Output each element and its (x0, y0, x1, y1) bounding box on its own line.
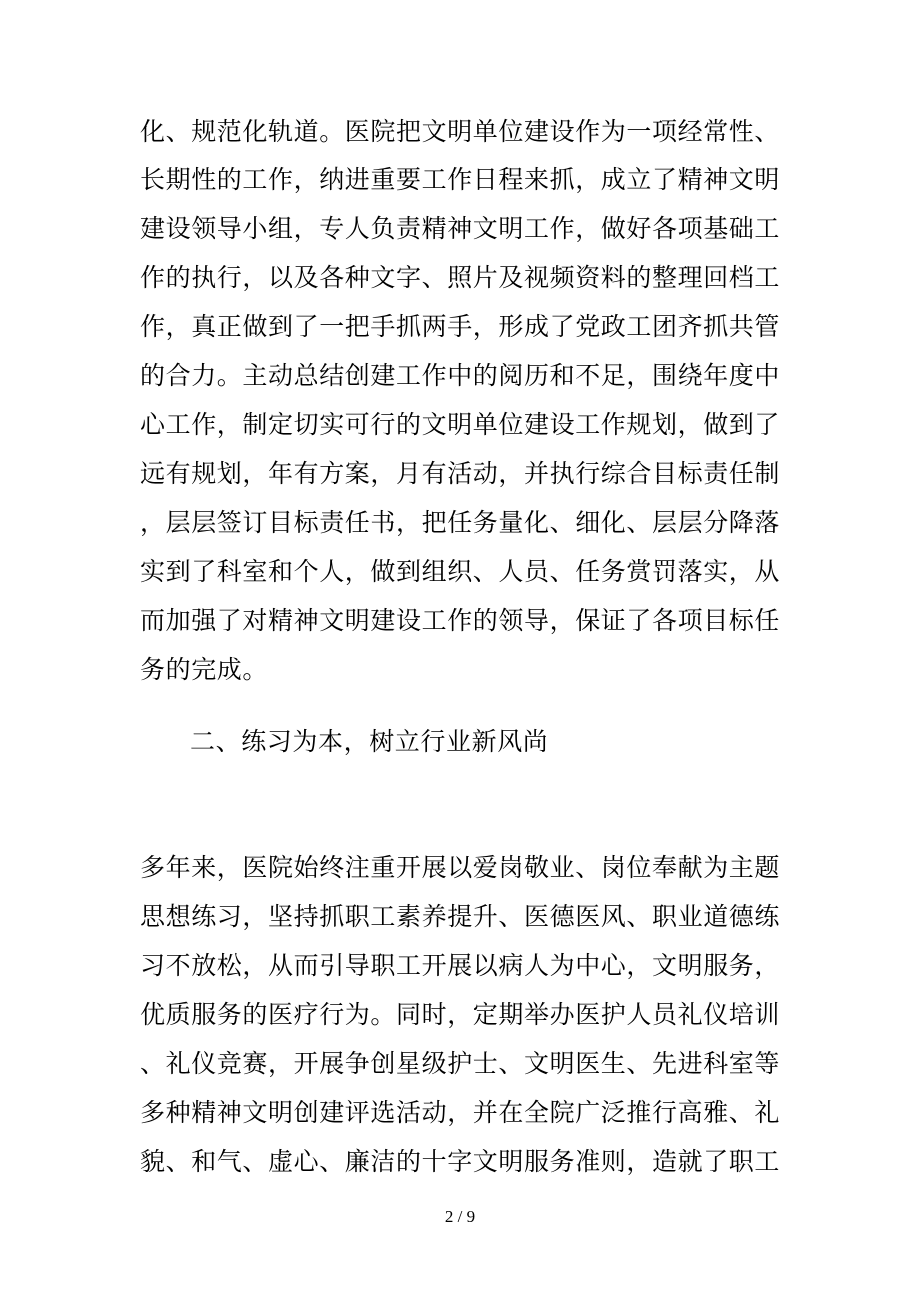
text-line: 的合力。主动总结创建工作中的阅历和不足，围绕年度中 (140, 361, 781, 390)
page-number: 2 / 9 (444, 1207, 476, 1226)
text-line: 习不放松，从而引导职工开展以病人为中心，文明服务， (140, 951, 781, 980)
text-line: 多年来，医院始终注重开展以爱岗敬业、岗位奉献为主题 (140, 853, 781, 882)
text-line: 多种精神文明创建评选活动，并在全院广泛推行高雅、礼 (140, 1098, 781, 1127)
text-line: 实到了科室和个人，做到组织、人员、任务赏罚落实，从 (140, 557, 781, 586)
text-line: ，层层签订目标责任书，把任务量化、细化、层层分降落 (140, 508, 781, 537)
text-line: 貌、和气、虚心、廉洁的十字文明服务准则，造就了职工 (140, 1147, 781, 1176)
text-line: 心工作，制定切实可行的文明单位建设工作规划，做到了 (140, 410, 781, 439)
text-line: 远有规划，年有方案，月有活动，并执行综合目标责任制 (140, 459, 781, 488)
text-line: 长期性的工作，纳进重要工作日程来抓，成立了精神文明 (140, 165, 781, 194)
section-heading: 二、练习为本，树立行业新风尚 (190, 727, 549, 756)
text-line: 、礼仪竞赛，开展争创星级护士、文明医生、先进科室等 (140, 1049, 781, 1078)
text-line: 而加强了对精神文明建设工作的领导，保证了各项目标任 (140, 606, 781, 635)
text-line: 优质服务的医疗行为。同时，定期举办医护人员礼仪培训 (140, 1000, 781, 1029)
text-line: 作，真正做到了一把手抓两手，形成了党政工团齐抓共管 (140, 312, 781, 341)
text-line: 作的执行，以及各种文字、照片及视频资料的整理回档工 (140, 263, 781, 292)
text-line: 化、规范化轨道。医院把文明单位建设作为一项经常性、 (140, 117, 781, 146)
text-line: 务的完成。 (140, 655, 269, 684)
text-line: 建设领导小组，专人负责精神文明工作，做好各项基础工 (140, 214, 781, 243)
text-line: 思想练习，坚持抓职工素养提升、医德医风、职业道德练 (140, 902, 781, 931)
